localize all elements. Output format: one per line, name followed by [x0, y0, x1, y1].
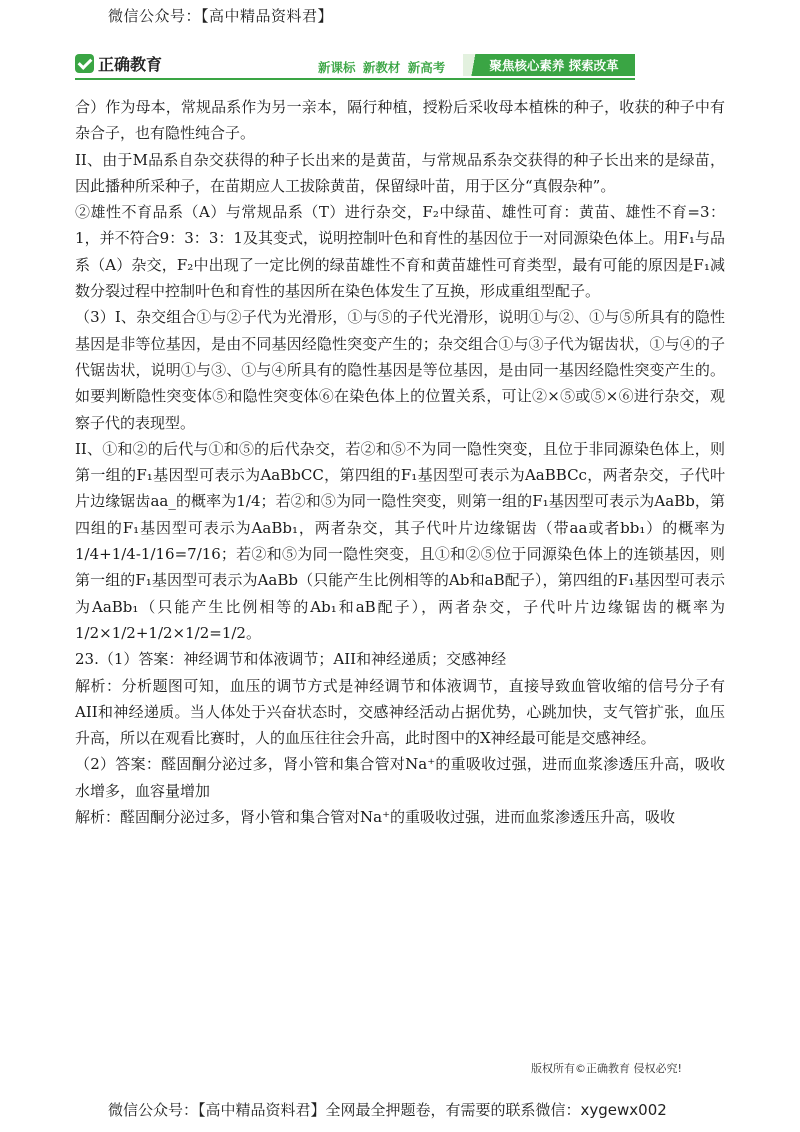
paragraph: 解析：醛固酮分泌过多，肾小管和集合管对Na⁺的重吸收过强，进而血浆渗透压升高，吸收	[75, 808, 675, 827]
logo-text: 正确教育	[98, 55, 163, 74]
paragraph: （2）答案：醛固酮分泌过多，肾小管和集合管对Na⁺的重吸收过强，进而血浆渗透压升高，吸收水增多，血容量增加	[75, 755, 725, 800]
check-icon	[75, 54, 94, 73]
slogan-left: 新课标 新教材 新高考	[318, 60, 446, 75]
paragraph: （3）I、杂交组合①与②子代为光滑形，①与⑤的子代光滑形，说明①与②、①与⑤所具有的隐性基因是非等位基因，是由不同基因经隐性突变产生的；杂交组合①与③子代为锯齿状，①与④的子代锯齿状，说明①与③、①与④所具有的隐性基因是等位基因，是由同一基因经隐性突变产生的。如要判断隐性突变体⑤和隐性突变体⑥在染色体上的位置关系，可让②×⑤或⑤×⑥进行杂交，观察子代的表现型。	[75, 308, 725, 432]
header-divider	[75, 78, 635, 80]
document-body	[75, 94, 725, 830]
slogan-right: 聚焦核心素养 探索改革	[463, 54, 635, 76]
paragraph: II、由于M品系自杂交获得的种子长出来的是黄苗，与常规品系杂交获得的种子长出来的是绿苗，因此播种所采种子，在苗期应人工拔除黄苗，保留绿叶苗，用于区分“真假杂种”。	[75, 150, 725, 195]
paragraph: 23.（1）答案：神经调节和体液调节；AII和神经递质；交感神经	[75, 650, 507, 669]
watermark-top: 微信公众号：【高中精品资料君】	[108, 7, 334, 25]
paragraph: 解析：分析题图可知，血压的调节方式是神经调节和体液调节，直接导致血管收缩的信号分子有AII和神经递质。当人体处于兴奋状态时，交感神经活动占据优势，心跳加快，支气管扩张，血压升高，所以在观看比赛时，人的血压往往会升高，此时图中的X神经最可能是交感神经。	[75, 676, 725, 748]
paragraph: ②雄性不育品系（A）与常规品系（T）进行杂交，F₂中绿苗、雄性可育：黄苗、雄性不育=3：1，并不符合9：3：3：1及其变式，说明控制叶色和育性的基因位于一对同源染色体上。用F₁与品系（A）杂交，F₂中出现了一定比例的绿苗雄性不育和黄苗雄性可育类型，最有可能的原因是F₁减数分裂过程中控制叶色和育性的基因所在染色体发生了互换，形成重组型配子。	[75, 203, 725, 301]
page-header	[75, 48, 635, 82]
paragraph: II、①和②的后代与①和⑤的后代杂交，若②和⑤不为同一隐性突变，且位于非同源染色体上，则第一组的F₁基因型可表示为AaBbCC，第四组的F₁基因型可表示为AaBBCc，两者杂交，子代叶片边缘锯齿aa_的概率为1/4；若②和⑤为同一隐性突变，则第一组的F₁基因型可表示为AaBb，第四组的F₁基因型可表示为AaBb₁，两者杂交，其子代叶片边缘锯齿（带aa或者bb₁）的概率为1/4+1/4-1/16=7/16；若②和⑤为同一隐性突变，且①和②⑤位于同源染色体上的连锁基因，则第一组的F₁基因型可表示为AaBb（只能产生比例相等的Ab和aB配子），第四组的F₁基因型可表示为AaBb₁（只能产生比例相等的Ab₁和aB配子），两者杂交，子代叶片边缘锯齿的概率为1/2×1/2+1/2×1/2=1/2。	[75, 439, 725, 642]
paragraph: 合）作为母本，常规品系作为另一亲本，隔行种植，授粉后采收母本植株的种子，收获的种子中有杂合子，也有隐性纯合子。	[75, 98, 725, 143]
copyright-notice: 版权所有©正确教育 侵权必究!	[531, 1062, 682, 1075]
watermark-bottom: 微信公众号：【高中精品资料君】全网最全押题卷，有需要的联系微信：xygewx002	[108, 1101, 667, 1119]
logo	[75, 52, 162, 75]
